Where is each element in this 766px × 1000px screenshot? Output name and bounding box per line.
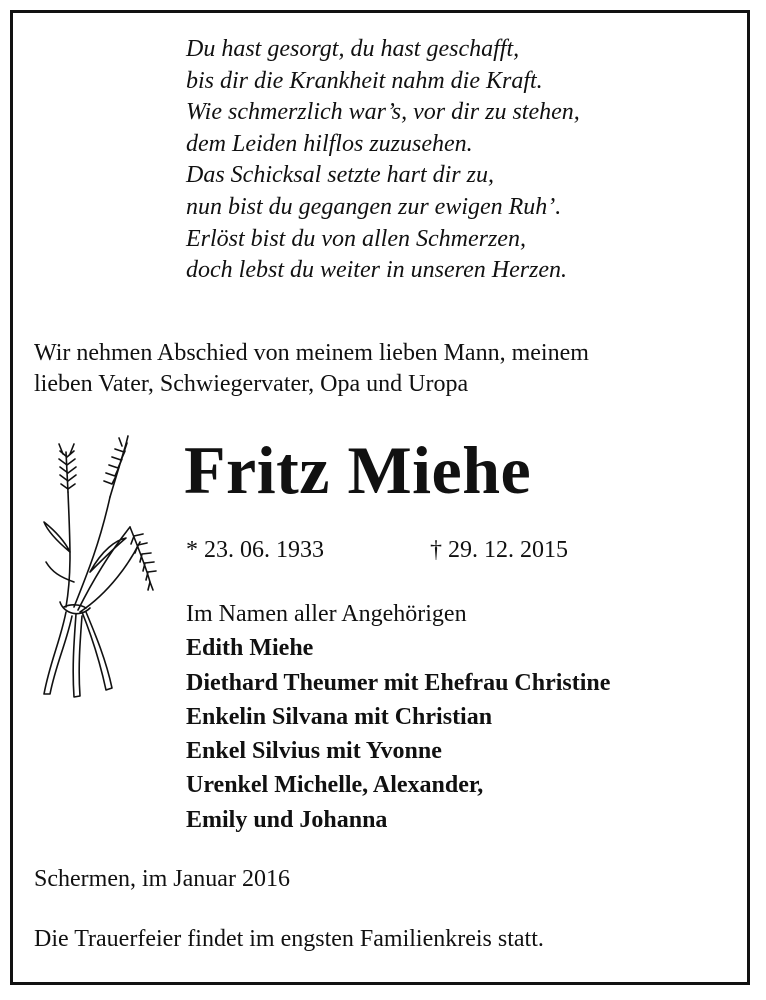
family-member: Diethard Theumer mit Ehefrau Christine [186, 669, 611, 696]
poem-line: dem Leiden hilflos zuzusehen. [186, 130, 473, 157]
family-member: Emily und Johanna [186, 806, 388, 833]
poem-line: bis dir die Krankheit nahm die Kraft. [186, 67, 543, 94]
family-member: Enkel Silvius mit Yvonne [186, 738, 442, 765]
poem [186, 34, 580, 287]
birth-date: * 23. 06. 1933 [186, 537, 324, 563]
family-list [186, 597, 610, 837]
intro-line: Wir nehmen Abschied von meinem lieben Mann, meinem [34, 340, 589, 366]
place-date: Schermen, im Januar 2016 [34, 866, 290, 892]
death-date: † 29. 12. 2015 [430, 537, 568, 563]
poem-line: doch lebst du weiter in unseren Herzen. [186, 257, 568, 284]
poem-line: Erlöst bist du von allen Schmerzen, [186, 225, 526, 252]
poem-line: Wie schmerzlich war’s, vor dir zu stehen, [186, 99, 580, 126]
poem-line: nun bist du gegangen zur ewigen Ruh’. [186, 193, 562, 220]
funeral-note: Die Trauerfeier findet im engsten Familienkreis statt. [34, 926, 544, 952]
intro-line: lieben Vater, Schwiegervater, Opa und Uropa [34, 371, 469, 397]
family-member: Enkelin Silvana mit Christian [186, 703, 493, 730]
deceased-name: Fritz Miehe [184, 432, 532, 508]
poem-line: Du hast gesorgt, du hast geschafft, [186, 36, 520, 62]
intro-text [34, 338, 734, 400]
family-member: Urenkel Michelle, Alexander, [186, 772, 484, 799]
family-header: Im Namen aller Angehörigen [186, 601, 467, 627]
wheat-icon [30, 432, 170, 702]
family-member: Edith Miehe [186, 635, 314, 662]
poem-line: Das Schicksal setzte hart dir zu, [186, 162, 494, 189]
